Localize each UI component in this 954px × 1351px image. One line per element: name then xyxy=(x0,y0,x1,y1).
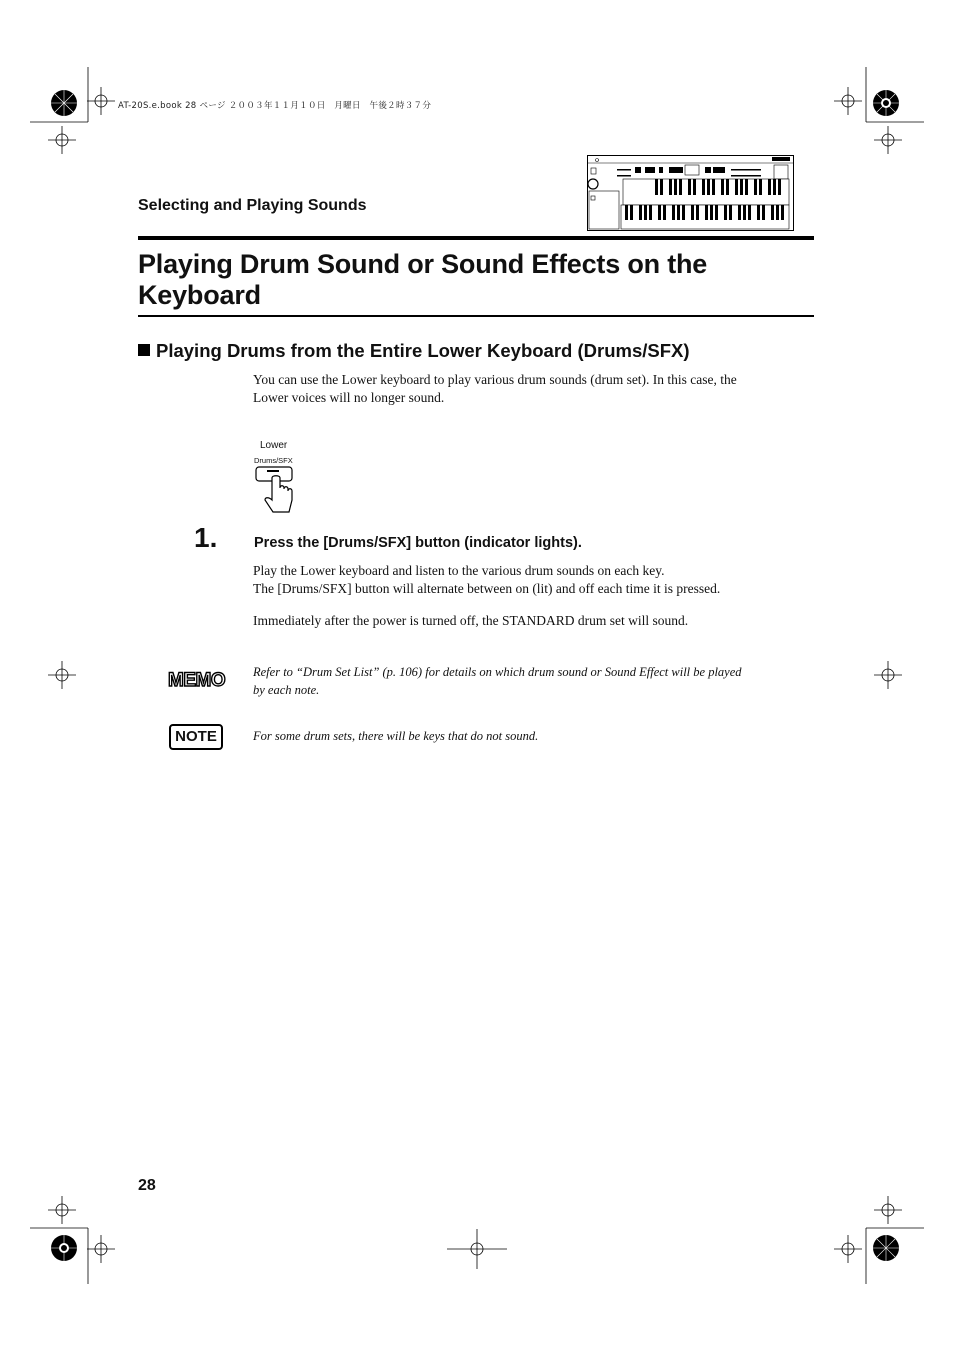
subheading xyxy=(138,340,690,362)
memo-text: Refer to “Drum Set List” (p. 106) for details on which drum sound or Sound Effect will be played by each note. xyxy=(253,665,742,697)
note-text: For some drum sets, there will be keys that do not sound. xyxy=(253,729,539,743)
section-label: Selecting and Playing Sounds xyxy=(138,197,367,214)
square-bullet-icon xyxy=(138,344,150,356)
note-icon: NOTE xyxy=(169,724,223,750)
intro-paragraph: You can use the Lower keyboard to play various drum sounds (drum set). In this case, the Lower voices will no longer sound. xyxy=(253,372,737,405)
memo-icon: MEMO xyxy=(168,670,226,691)
button-label: Lower xyxy=(260,440,288,451)
button-sublabel: Drums/SFX xyxy=(254,456,293,465)
finger-press-icon xyxy=(255,466,297,516)
page-number: 28 xyxy=(138,1177,156,1194)
step-heading: Press the [Drums/SFX] button (indicator lights). xyxy=(254,535,582,551)
file-info-header: AT-20S.e.book 28 ページ ２００３年１１月１０日 月曜日 午後２時３７分 xyxy=(118,101,432,111)
title-rule-top xyxy=(138,236,814,240)
step-number: 1. xyxy=(194,522,218,553)
subheading-text: Playing Drums from the Entire Lower Keyboard (Drums/SFX) xyxy=(156,340,690,361)
step-text-2: The [Drums/SFX] button will alternate between on (lit) and off each time it is pressed. xyxy=(253,581,721,596)
title-rule-bottom xyxy=(138,315,814,317)
step-text-3: Immediately after the power is turned off, the STANDARD drum set will sound. xyxy=(253,613,689,628)
step-text-1: Play the Lower keyboard and listen to the various drum sounds on each key. xyxy=(253,563,665,578)
page-title: Playing Drum Sound or Sound Effects on the Keyboard xyxy=(138,249,708,310)
organ-panel-illustration xyxy=(587,155,795,232)
